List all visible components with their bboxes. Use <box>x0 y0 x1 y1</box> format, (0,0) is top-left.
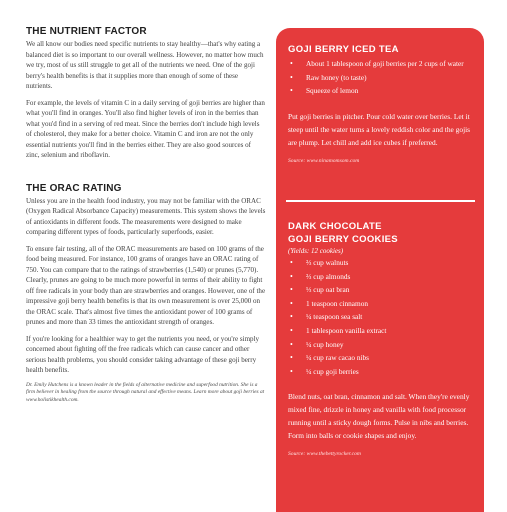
orac-paragraph-3: If you're looking for a healthier way to get the nutrients you need, or you're simply concerned about fighting off the free radicals which can cause cancer and other serious health problems, you should consider taking advantage of these goji berry health benefits. <box>26 334 260 374</box>
ingredient-item: • About 1 tablespoon of goji berries per 2 cups of water <box>288 57 478 71</box>
cookie-yields: (Yields: 12 cookies) <box>288 247 344 255</box>
article-column <box>26 20 266 405</box>
orac-paragraph-1: Unless you are in the health food industry, you may not be familiar with the ORAC (Oxygen Radical Absorbance Capacity) measurements. This system shows the levels of antioxidants in different foods. The measurements were designed to make comparing different types of foods, particularly superfoods, easier. <box>26 196 266 236</box>
ingredient-item: • Raw honey (to taste) <box>288 71 478 85</box>
nutrient-paragraph-2: For example, the levels of vitamin C in a daily serving of goji berries are higher than what you'll find in oranges. You'll also find higher levels of iron in the berries than what you'd find in a serving of red meat. Since the berries don't include high levels of cholesterol, they make for a better choice. Vitamin C and iron are not the only essential nutrients you'll find in the berries either. They are also good sources of zinc, selenium and riboflavin. <box>26 98 265 159</box>
ingredient-item: • ⅔ cup walnuts <box>288 256 478 270</box>
recipe-divider <box>286 200 475 202</box>
ingredient-item: • 1 teaspoon cinnamon <box>288 297 478 311</box>
ingredient-item: • ¼ cup raw cacao nibs <box>288 351 478 365</box>
ingredient-item: • ¼ cup honey <box>288 338 478 352</box>
ingredient-item: • ⅓ cup oat bran <box>288 283 478 297</box>
cookie-instructions: Blend nuts, oat bran, cinnamon and salt. When they're evenly mixed fine, drizzle in honey and vanilla with food processor running until a sticky dough forms. Pulse in nibs and berries. Form into balls or cookie shapes and enjoy. <box>288 392 470 441</box>
nutrient-heading: THE NUTRIENT FACTOR <box>26 26 147 37</box>
iced-tea-recipe <box>288 43 478 164</box>
iced-tea-instructions: Put goji berries in pitcher. Pour cold water over berries. Let it steep until the water turns a lovely reddish color and the gojis are plump. Let chill and add ice cubes if preferred. <box>288 111 471 147</box>
ingredient-item: • 1 tablespoon vanilla extract <box>288 324 478 338</box>
iced-tea-title: GOJI BERRY ICED TEA <box>288 44 399 55</box>
author-bio: Dr. Emily Hutchens is a known leader in the fields of alternative medicine and superfood nutrition. She is a firm believer in healing from the source through natural and effective means. Learn more about goji berries at www.holistikhealth.com. <box>26 381 265 403</box>
iced-tea-source: Source: www.ninamomsom.com <box>288 157 360 164</box>
nutrient-paragraph-1: We all know our bodies need specific nutrients to stay healthy—that's why eating a balanced diet is so important to our overall wellness. However, no matter how much we try, most of us still struggle to get all of the nutrients we need. One of the goji berry's health benefits is that it supplies more than enough of some of these nutrients. <box>26 40 264 90</box>
cookie-title-line-1: DARK CHOCOLATE <box>288 221 382 232</box>
iced-tea-ingredients <box>288 57 478 98</box>
ingredient-item: • ⅔ cup almonds <box>288 270 478 284</box>
cookie-title-line-2: GOJI BERRY COOKIES <box>288 234 398 245</box>
ingredient-item: • Squeeze of lemon <box>288 84 478 98</box>
orac-paragraph-2: To ensure fair testing, all of the ORAC measurements are based on 100 grams of the food being measured. For instance, 100 grams of oranges have an ORAC rating of 750. You can compare that to the ratings of strawberries (1,540) or prunes (5,770). Clearly, prunes are going to be much more powerful in terms of their ability to fight off free radicals in your body than are strawberries and oranges. However, one of the impressive goji berry health benefits is that its own measurement is over 25,000 on the ORAC scale. That's almost five times the antioxidant power of 100 grams of prunes and more than 33 times the antioxidant strength of oranges. <box>26 244 266 326</box>
ingredient-item: • ¼ teaspoon sea salt <box>288 310 478 324</box>
orac-heading: THE ORAC RATING <box>26 182 122 194</box>
cookie-recipe <box>288 220 478 457</box>
ingredient-item: • ¼ cup goji berries <box>288 365 478 379</box>
cookie-source: Source: www.thebettyrocker.com <box>288 451 361 458</box>
cookie-ingredients <box>288 256 478 378</box>
